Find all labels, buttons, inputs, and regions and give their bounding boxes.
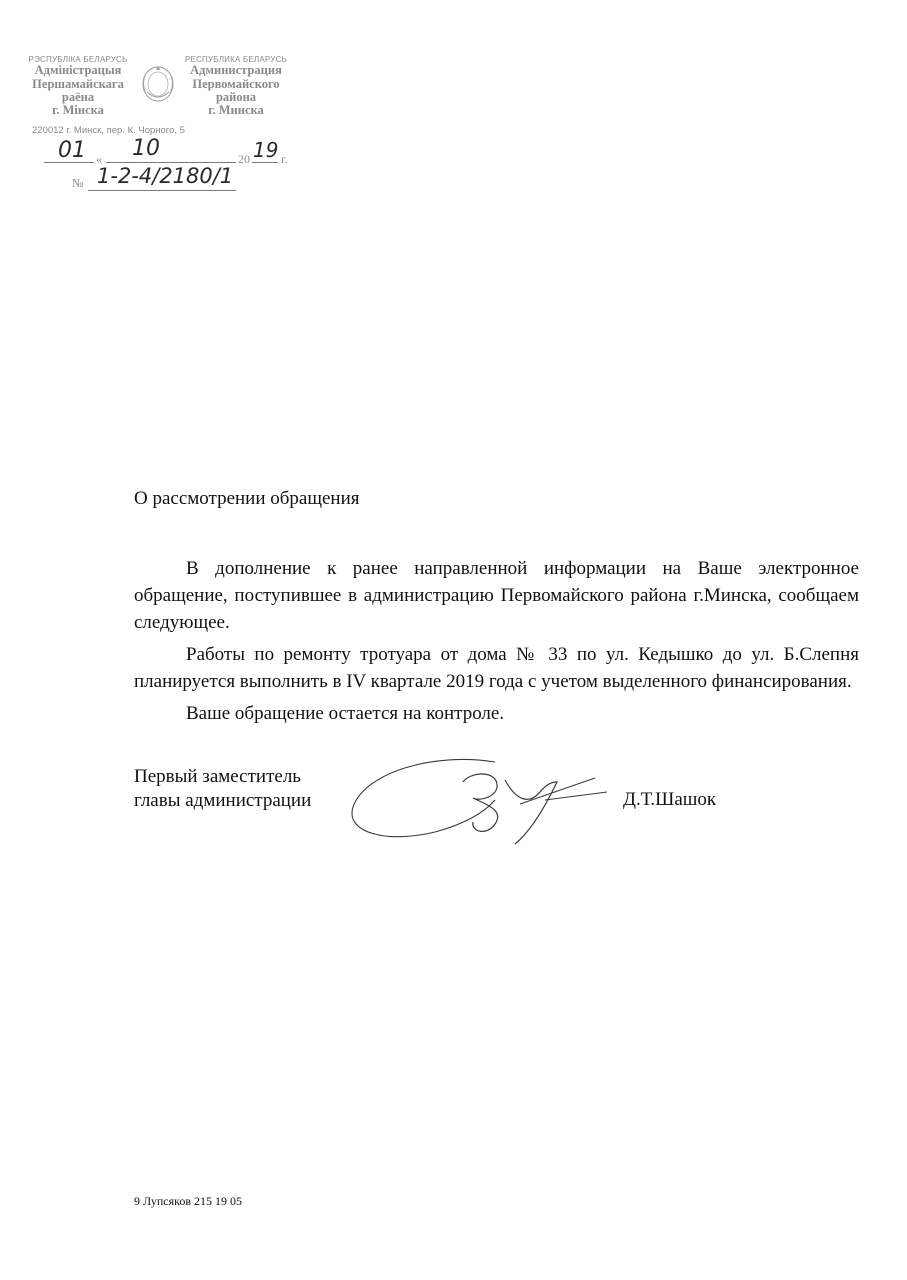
handwritten-signature [345, 752, 610, 852]
signatory-name: Д.Т.Шашок [623, 789, 717, 810]
document-number: 1-2-4/2180/1 [97, 164, 234, 188]
date-month-underline [106, 162, 236, 163]
stamp-date-line: 01 « 10 20 19 г. [34, 144, 304, 174]
stamp-org-line: Первомайского [192, 76, 280, 91]
body-paragraph: Работы по ремонту тротуара от дома № 33 по ул. Кедышко до ул. Б.Слепня планируется выполнить в IV квартале 2019 года с учетом выделенного финансирования. [134, 644, 859, 692]
official-stamp [22, 56, 292, 196]
stamp-org-line: г. Мінска [52, 102, 104, 117]
date-year-unit: г. [281, 152, 288, 166]
stamp-country-ru: РЕСПУБЛИКА БЕЛАРУСЬ [185, 55, 287, 64]
number-label: № [72, 176, 84, 190]
stamp-org-line: района [215, 89, 257, 104]
state-emblem-icon [139, 62, 177, 104]
stamp-address: 220012 г. Минск, пер. К. Чорного, 5 [32, 125, 185, 136]
stamp-russian-column [180, 56, 292, 117]
number-underline [88, 190, 236, 191]
stamp-org-line: г. Минска [208, 102, 264, 117]
signatory-title-line: Первый заместитель [134, 766, 301, 787]
date-year-suffix: 19 [253, 138, 279, 162]
body-paragraph: В дополнение к ранее направленной информации на Ваше электронное обращение, поступившее в администрацию Первомайского района г.Минска, сообщаем следующее. [134, 558, 859, 633]
date-month: 10 [132, 136, 160, 161]
letter-subject: О рассмотрении обращения [134, 488, 360, 509]
signatory-title-line: главы администрации [134, 790, 312, 811]
signatory-title [134, 765, 311, 813]
stamp-org-line: Адміністрацыя [34, 63, 122, 78]
stamp-country-by: РЭСПУБЛІКА БЕЛАРУСЬ [28, 55, 128, 64]
body-paragraph: Ваше обращение остается на контроле. [186, 703, 505, 724]
stamp-belarusian-column [22, 56, 134, 117]
stamp-org-line: Першамайскага [32, 76, 124, 91]
executor-info: 9 Лупсяков 215 19 05 [134, 1194, 242, 1208]
stamp-org-line: раёна [61, 89, 95, 104]
stamp-org-line: Администрация [190, 63, 282, 78]
letter-body [134, 555, 859, 727]
date-day: 01 [58, 138, 86, 163]
date-year-prefix: 20 [238, 152, 250, 166]
